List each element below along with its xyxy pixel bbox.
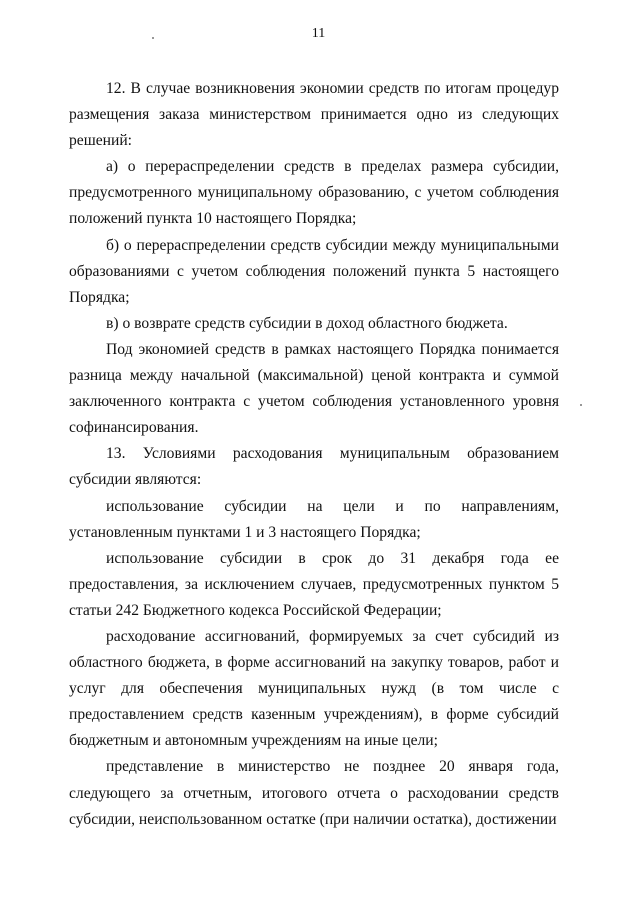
paragraph-condition-allocations: расходование ассигнований, формируемых за счет субсидий из областного бюджета, в форме ассигнований на закупку товаров, работ и услуг для обеспечения муниципальных нужд (в том числе с предоставлением средств казенным учреждениям), в форме субсидий бюджетным и автономным учреждениям на иные цели; (69, 627, 559, 750)
paragraph-item-a: а) о перераспределении средств в пределах размера субсидии, предусмотренного муниципальному образованию, с учетом соблюдения положений пункта 10 настоящего Порядка; (69, 158, 559, 228)
paragraph-condition-deadline: использование субсидии в срок до 31 декабря года ее предоставления, за исключением случаев, предусмотренных пунктом 5 статьи 242 Бюджетного кодекса Российской Федерации; (69, 549, 559, 619)
paragraph-item-v: в) о возврате средств субсидии в доход областного бюджета. (106, 314, 508, 332)
paragraph-condition-purpose: использование субсидии на цели и по направлениям, установленным пунктами 1 и 3 настоящего Порядка; (69, 497, 559, 541)
document-body (69, 76, 559, 833)
page-number: 11 (311, 26, 326, 41)
scan-speck (580, 404, 582, 406)
paragraph-13-intro: 13. Условиями расходования муниципальным образованием субсидии являются: (69, 445, 559, 489)
scan-speck (152, 37, 154, 39)
paragraph-condition-report: представление в министерство не позднее 20 января года, следующего за отчетным, итогового отчета о расходовании средств субсидии, неиспользованном остатке (при наличии остатка), достижении (69, 758, 559, 828)
paragraph-12-intro: 12. В случае возникновения экономии средств по итогам процедур размещения заказа министерством принимается одно из следующих решений: (69, 80, 559, 150)
paragraph-item-b: б) о перераспределении средств субсидии между муниципальными образованиями с учетом соблюдения положений пункта 5 настоящего Порядка; (69, 236, 559, 306)
paragraph-economy-definition: Под экономией средств в рамках настоящего Порядка понимается разница между начальной (максимальной) ценой контракта и суммой заключенного контракта с учетом соблюдения установленного уровня софинансирования. (69, 340, 559, 437)
